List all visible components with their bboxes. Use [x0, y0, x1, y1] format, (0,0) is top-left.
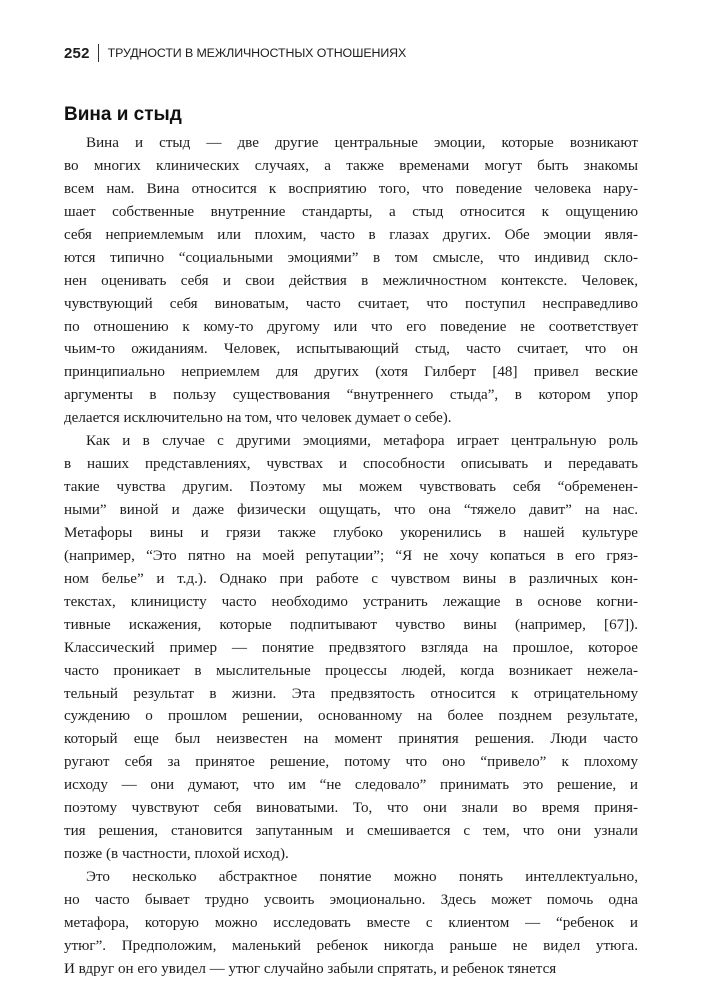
text-line: исходу — они думают, что им “не следовало” принимать это решение, и [64, 777, 638, 794]
header-divider [98, 44, 99, 62]
text-line: ными” виной и даже физически ощущать, что она “тяжело давит” на нас. [64, 502, 638, 518]
text-line: себя неприемлемым или плохим, часто в глазах других. Обе эмоции явля- [64, 226, 638, 243]
text-line: ются типично “социальными эмоциями” в том смысле, что индивид скло- [64, 249, 638, 266]
text-line: тельный результат в жизни. Эта предвзятость относится к отрицательному [64, 685, 638, 702]
text-line: утюг”. Предположим, маленький ребенок никогда раньше не видел утюга. [64, 937, 638, 954]
running-title: ТРУДНОСТИ В МЕЖЛИЧНОСТНЫХ ОТНОШЕНИЯХ [107, 46, 407, 60]
text-line: метафора, которую можно исследовать вместе с клиентом — “ребенок и [64, 914, 638, 931]
text-line: во многих клинических случаях, а также временами могут быть знакомы [64, 157, 638, 174]
text-line: часто проникает в мыслительные процессы людей, когда возникает нежела- [64, 662, 638, 679]
text-line: И вдруг он его увидел — утюг случайно забыли спрятать, и ребенок тянется [64, 960, 557, 977]
text-line: чувствующий себя виноватым, часто считает, что поступил несправедливо [64, 295, 638, 312]
body-text [64, 132, 638, 981]
text-line: ном белье” и т.д.). Однако при работе с чувством вины в различных кон- [64, 570, 638, 587]
text-line: Классический пример — понятие предвзятого взгляда на прошлое, которое [64, 639, 638, 656]
text-line: в наших представлениях, чувствах и способности описывать и передавать [64, 456, 638, 473]
text-line: поэтому чувствуют себя виноватыми. То, что они знали во время приня- [64, 800, 638, 817]
text-line: Это несколько абстрактное понятие можно понять интеллектуально, [86, 869, 638, 885]
text-line: такие чувства другим. Поэтому мы можем чувствовать себя “обременен- [64, 479, 638, 496]
text-line: тивные искажения, которые подпитывают чувство вины (например, [67]). [64, 616, 638, 633]
paragraph [64, 132, 638, 430]
paragraph [64, 866, 638, 981]
text-line: позже (в частности, плохой исход). [64, 846, 289, 863]
text-line: нен оценивать себя и свои действия в межличностном контексте. Человек, [64, 272, 638, 289]
page-number: 252 [64, 44, 90, 62]
paragraph [64, 430, 638, 866]
section-heading: Вина и стыд [64, 104, 182, 125]
running-head [64, 44, 406, 62]
text-line: суждению о прошлом решении, основанному на более позднем результате, [64, 708, 638, 725]
text-line: всем нам. Вина относится к восприятию того, что поведение человека нару- [64, 180, 638, 197]
text-line: принципиально неприемлем для других (хотя Гилберт [48] привел веские [64, 364, 638, 381]
text-line: чьим-то ожиданиям. Человек, испытывающий стыд, часто считает, что он [64, 341, 638, 358]
text-line: Вина и стыд — две другие центральные эмоции, которые возникают [86, 135, 638, 151]
text-line: (например, “Это пятно на моей репутации”; “Я не хочу копаться в его гряз- [64, 547, 638, 564]
text-line: делается исключительно на том, что человек думает о себе). [64, 410, 452, 427]
text-line: который еще был неизвестен на момент принятия решения. Люди часто [64, 731, 638, 748]
text-line: Как и в случае с другими эмоциями, метафора играет центральную роль [86, 433, 638, 450]
text-line: тия решения, становится запутанным и смешивается с тем, что они узнали [64, 823, 638, 840]
text-line: Метафоры вины и грязи также глубоко укоренились в нашей культуре [64, 524, 638, 541]
text-line: шает собственные внутренние стандарты, а стыд относится к ощущению [64, 203, 638, 220]
text-line: текстах, клиницисту часто необходимо устранить лежащие в основе когни- [64, 593, 638, 610]
text-line: по отношению к кому-то другому или что его поведение не соответствует [64, 318, 638, 335]
text-line: но часто бывает трудно усвоить эмоционально. Здесь может помочь одна [64, 891, 638, 908]
text-line: ругают себя за принятое решение, потому что оно “привело” к плохому [64, 754, 638, 771]
text-line: аргументы в пользу существования “внутреннего стыда”, в котором упор [64, 387, 638, 404]
